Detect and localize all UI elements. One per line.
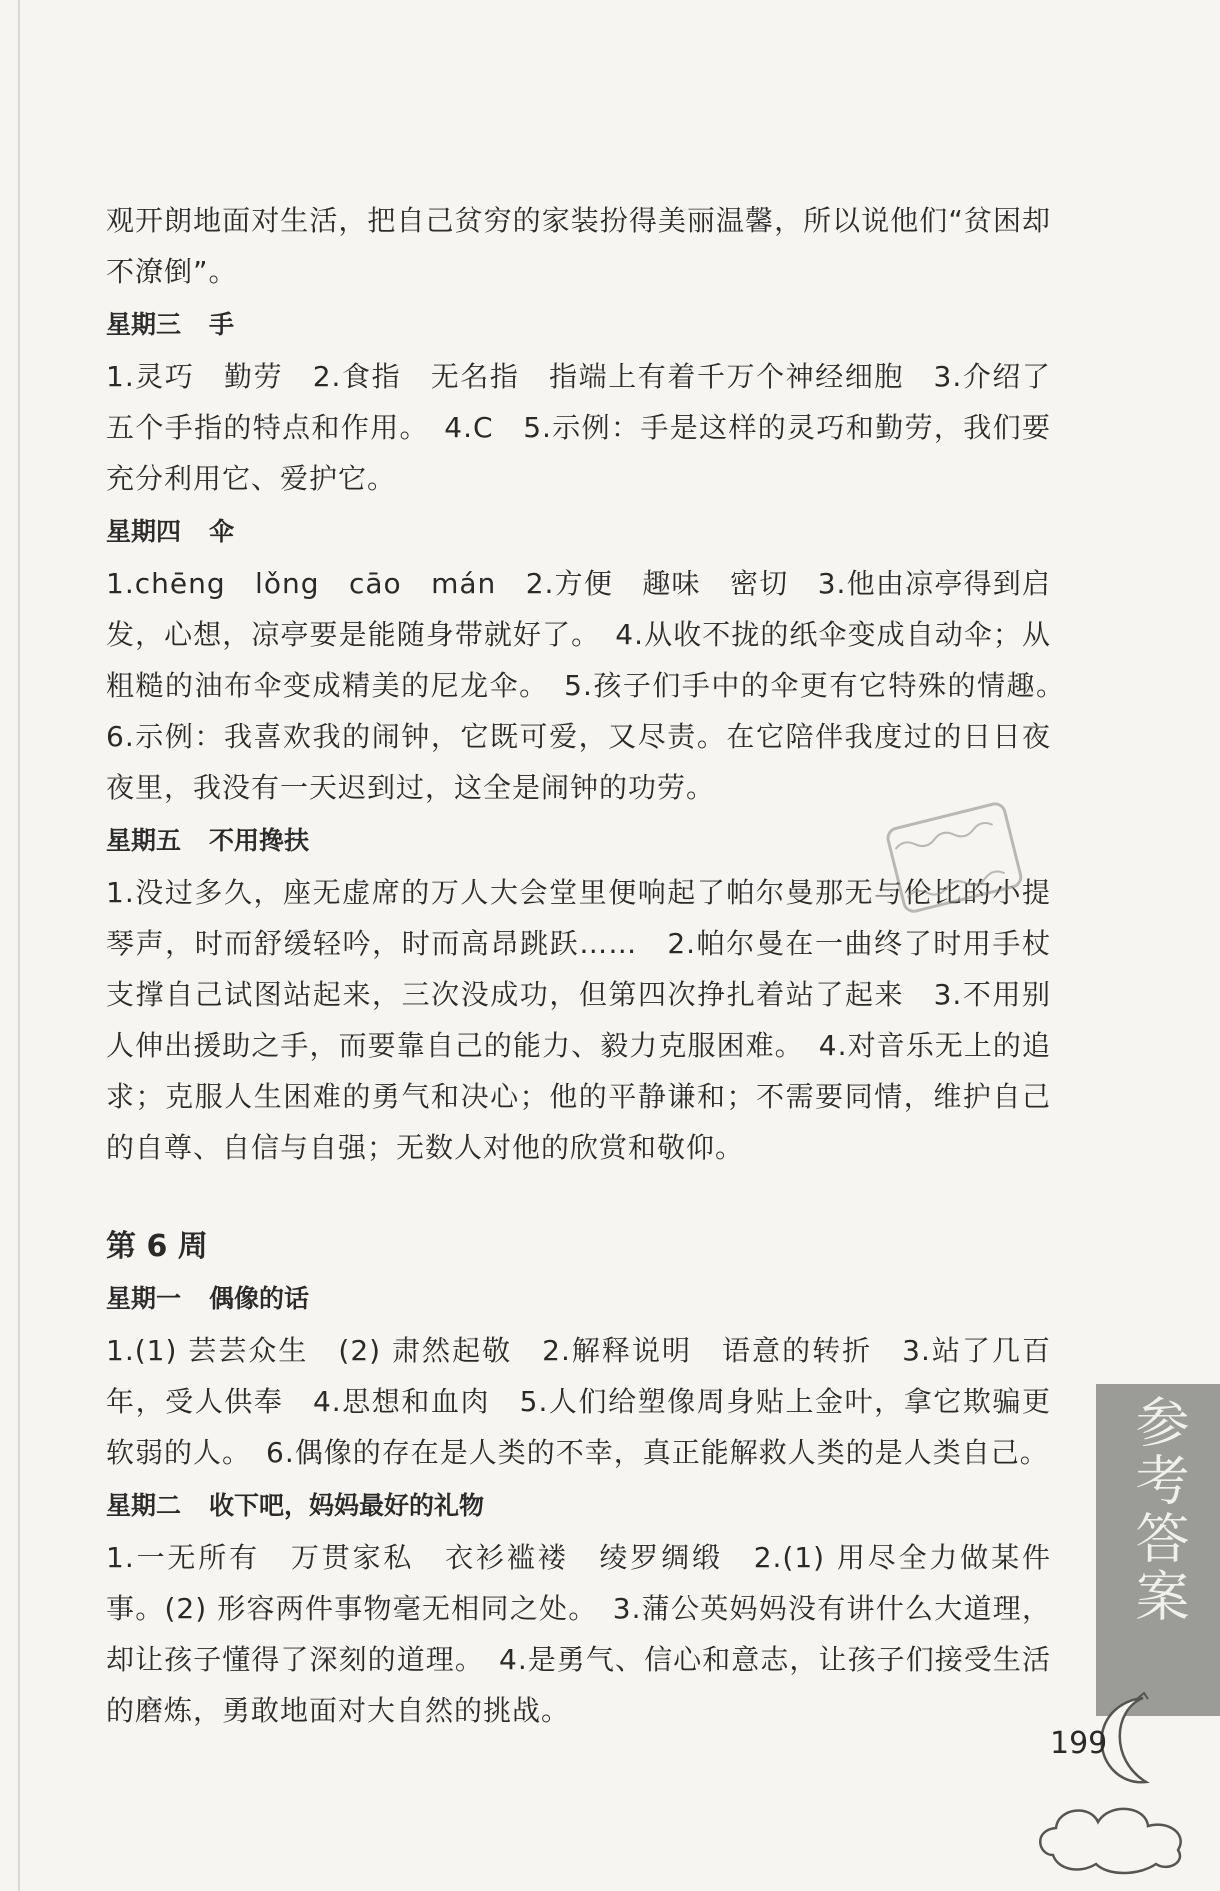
section-body: 1.灵巧 勤劳 2.食指 无名指 指端上有着千万个神经细胞 3.介绍了五个手指的特点和作用。 4.C 5.示例：手是这样的灵巧和勤劳，我们要充分利用它、爱护它。 xyxy=(106,360,1051,495)
page-number: 199 xyxy=(1050,1726,1108,1761)
week-heading: 第 6 周 xyxy=(106,1229,208,1264)
section-title: 伞 xyxy=(209,517,235,546)
section-wednesday xyxy=(106,305,1051,504)
day-label: 星期二 xyxy=(106,1491,182,1520)
section-tuesday xyxy=(106,1486,1051,1736)
day-label: 星期四 xyxy=(106,517,182,546)
section-title: 手 xyxy=(209,310,235,339)
section-body: 1.(1) 芸芸众生 (2) 肃然起敬 2.解释说明 语意的转折 3.站了几百年，受人供奉 4.思想和血肉 5.人们给塑像周身贴上金叶，拿它欺骗更软弱的人。 6.偶像的存在是人类的不幸，真正能解救人类的是人类自己。 xyxy=(106,1334,1051,1469)
answer-content xyxy=(106,195,1081,1736)
day-label: 星期三 xyxy=(106,310,182,339)
section-title: 偶像的话 xyxy=(209,1284,310,1313)
section-body: 1.一无所有 万贯家私 衣衫褴褛 绫罗绸缎 2.(1) 用尽全力做某件事。(2) 形容两件事物毫无相同之处。 3.蒲公英妈妈没有讲什么大道理，却让孩子懂得了深刻的道理。 4.是勇气、信心和意志，让孩子们接受生活的磨炼，勇敢地面对大自然的挑战。 xyxy=(106,1541,1051,1727)
section-heading xyxy=(106,1279,1051,1319)
section-body: 1.没过多久，座无虚席的万人大会堂里便响起了帕尔曼那无与伦比的小提琴声，时而舒缓轻吟，时而高昂跳跃…… 2.帕尔曼在一曲终了时用手杖支撑自己试图站起来，三次没成功，但第四次挣扎着站了起来 3.不用别人伸出援助之手，而要靠自己的能力、毅力克服困难。 4.对音乐无上的追求；克服人生困难的勇气和决心；他的平静谦和；不需要同情，维护自己的自尊、自信与自强；无数人对他的欣赏和敬仰。 xyxy=(106,876,1051,1164)
moon-cloud-icon xyxy=(1018,1690,1218,1880)
section-thursday xyxy=(106,512,1081,813)
section-monday xyxy=(106,1279,1051,1478)
section-title: 收下吧，妈妈最好的礼物 xyxy=(209,1491,485,1520)
intro-paragraph: 观开朗地面对生活，把自己贫穷的家装扮得美丽温馨，所以说他们“贫困却不潦倒”。 xyxy=(106,204,1051,288)
section-heading xyxy=(106,305,1051,345)
page-edge xyxy=(18,0,20,1891)
stamp-logo xyxy=(880,795,1030,925)
section-body: 1.chēng lǒng cāo mán 2.方便 趣味 密切 3.他由凉亭得到启发，心想，凉亭要是能随身带就好了。 4.从收不拢的纸伞变成自动伞；从粗糙的油布伞变成精美的尼龙伞。 5.孩子们手中的伞更有它特殊的情趣。 6.示例：我喜欢我的闹钟，它既可爱，又尽责。在它陪伴我度过的日日夜夜里，我没有一天迟到过，这全是闹钟的功劳。 xyxy=(106,567,1081,804)
answers-side-tab xyxy=(1096,1384,1220,1716)
day-label: 星期五 xyxy=(106,826,182,855)
section-heading xyxy=(106,1486,1051,1526)
section-heading xyxy=(106,512,1051,552)
section-title: 不用搀扶 xyxy=(209,826,310,855)
side-tab-label: 参考答案 xyxy=(1127,1394,1190,1626)
day-label: 星期一 xyxy=(106,1284,182,1313)
